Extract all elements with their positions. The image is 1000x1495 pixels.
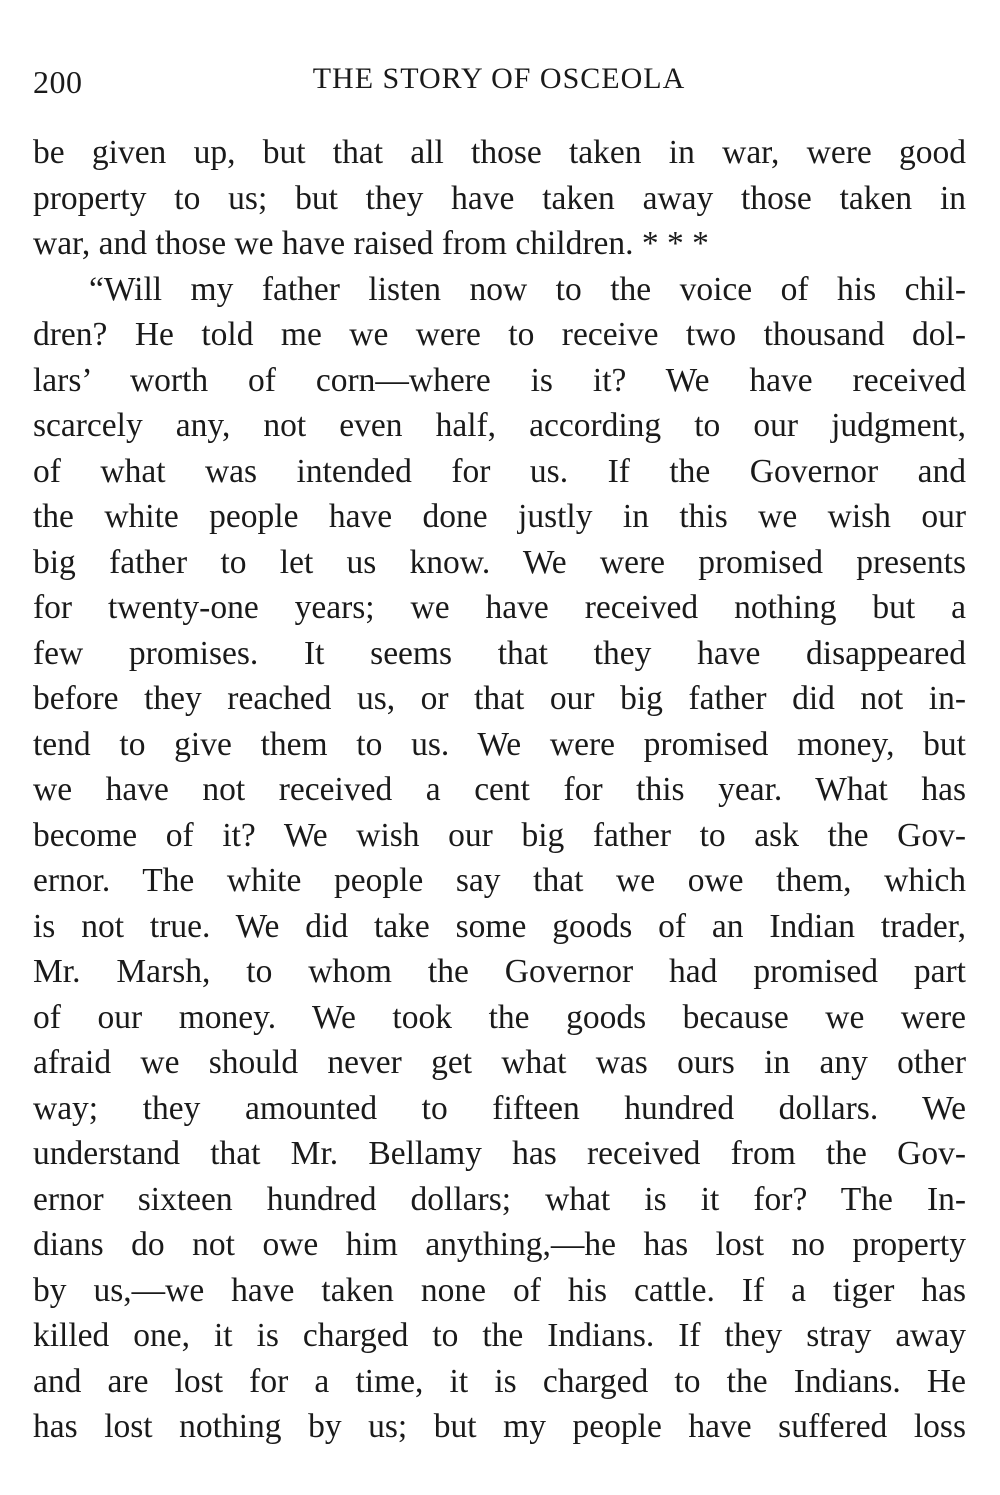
text-line: dren? He told me we were to receive two thousand dol- bbox=[33, 316, 966, 353]
text-line: of our money. We took the goods because we were bbox=[33, 998, 966, 1036]
text-line: ernor. The white people say that we owe them, which bbox=[33, 862, 966, 899]
text-line: “Will my father listen now to the voice of his chil- bbox=[89, 270, 966, 308]
page-number: 200 bbox=[33, 64, 83, 100]
text-line: we have not received a cent for this year. What has bbox=[33, 771, 966, 808]
page-header bbox=[33, 58, 965, 102]
text-line: before they reached us, or that our big father did not in- bbox=[33, 680, 966, 717]
text-line: lars’ worth of corn—where is it? We have received bbox=[33, 361, 966, 399]
running-title: THE STORY OF OSCEOLA bbox=[312, 62, 686, 95]
text-line: has lost nothing by us; but my people have suffered loss bbox=[33, 1408, 966, 1445]
text-line: become of it? We wish our big father to ask the Gov- bbox=[33, 816, 966, 854]
body-text bbox=[33, 130, 966, 1450]
text-line: tend to give them to us. We were promised money, but bbox=[33, 725, 966, 763]
text-line: understand that Mr. Bellamy has received from the Gov- bbox=[33, 1135, 966, 1172]
text-line: few promises. It seems that they have disappeared bbox=[33, 634, 966, 672]
text-line: killed one, it is charged to the Indians. If they stray away bbox=[33, 1317, 966, 1354]
text-line: scarcely any, not even half, according to our judgment, bbox=[33, 407, 966, 444]
text-line: the white people have done justly in this we wish our bbox=[33, 498, 966, 535]
text-line: afraid we should never get what was ours in any other bbox=[33, 1044, 966, 1081]
text-line: way; they amounted to fifteen hundred dollars. We bbox=[33, 1089, 966, 1127]
text-line: big father to let us know. We were promised presents bbox=[33, 543, 966, 581]
text-line: for twenty-one years; we have received nothing but a bbox=[33, 589, 966, 626]
text-line: be given up, but that all those taken in war, were good bbox=[33, 134, 966, 171]
text-line: Mr. Marsh, to whom the Governor had promised part bbox=[33, 953, 966, 990]
text-line: property to us; but they have taken away those taken in bbox=[33, 179, 966, 217]
text-line: is not true. We did take some goods of an Indian trader, bbox=[33, 907, 966, 945]
text-line: ernor sixteen hundred dollars; what is it for? The In- bbox=[33, 1180, 966, 1218]
text-line: of what was intended for us. If the Governor and bbox=[33, 452, 966, 490]
text-line: and are lost for a time, it is charged to the Indians. He bbox=[33, 1362, 966, 1400]
text-line: war, and those we have raised from children. * * * bbox=[33, 225, 709, 262]
text-line: by us,—we have taken none of his cattle. If a tiger has bbox=[33, 1271, 966, 1309]
text-line: dians do not owe him anything,—he has lost no property bbox=[33, 1226, 966, 1263]
